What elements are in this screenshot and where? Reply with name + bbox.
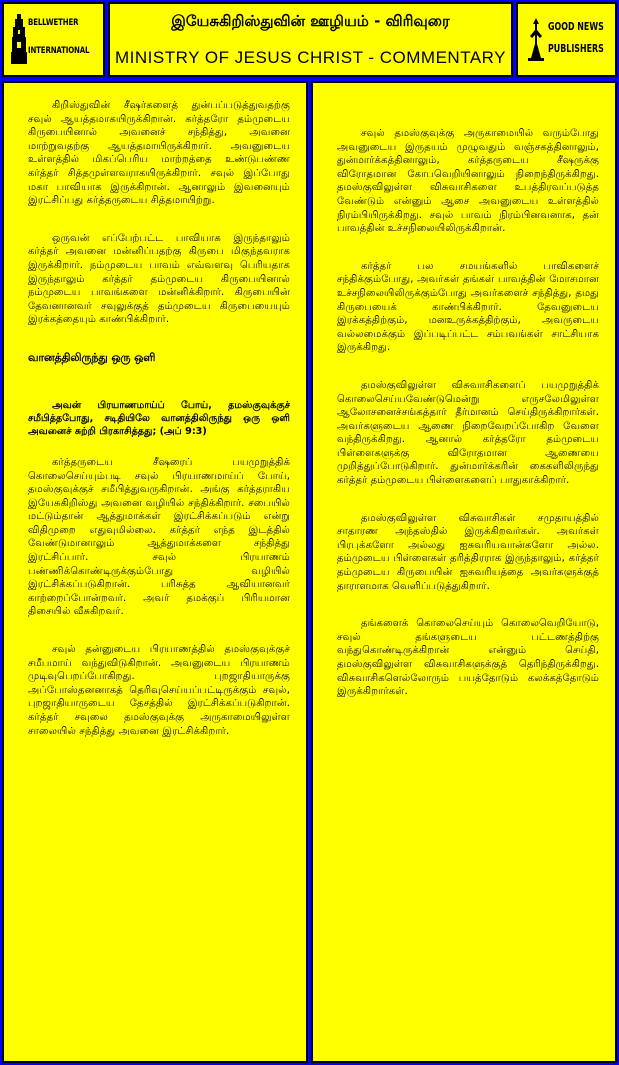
right-paragraph-3: தமஸ்குவிலுள்ள விசுவாசிகளைப் பயமுறுத்திக் கொலைசெய்யவேண்டுமென்று எருசலேமிலுள்ள ஆலோசனைச்சங்கத்தார் தீர்மானம் செய்திருக்கிறார்கள். அவர்களுடைய ஆணை நிறைவேறப்போகிற வேளை வந்திருக்கிறது. ஆனால் கர்த்தரோ தம்முடைய பிள்ளைகளுக்கு விரோதமான ஆணையை முறித்துப்போடுகிறார். துன்மார்க்கரின் கைகளிலிருந்து கர்த்தர் தம்முடைய பிள்ளைகளைப் பாதுகாக்கிறார்.: [337, 379, 599, 487]
left-paragraph-3: கர்த்தருடைய சீஷரைப் பயமுறுத்திக் கொலைசெய்யும்படி சவுல் பிரயாணமாய்ப் போய், தமஸ்குவுக்குச் சமீபித்துவருகிறான். அங்கு கர்த்தராகிய இயேசுகிறிஸ்து அவனை வழியில் சந்திக்கிறார். சபையில் மட்டும்தான் ஆத்துமாக்கள் இரட்சிக்கப்படும் என்று விதிமுறை எதுவுமில்லை. கர்த்தர் எந்த இடத்தில் வேண்டுமானாலும் ஆத்துமாக்களை சந்தித்து இரட்சிப்பார். சவுல் பிரயாணம் பண்ணிக்கொண்டிருக்கும்போது வழியில் இரட்சிக்கப்படுகிறான். பரிசுத்த ஆவியானவர் காற்றைப்போன்றவர். அவர் தமக்குப் பிரியமான திசையில் வீசுகிறவர்.: [28, 456, 290, 618]
left-paragraph-1: கிறிஸ்துவின் சீஷர்களைத் துன்பப்படுத்துவதற்கு சவுல் ஆயத்தமாகயிருக்கிறான். கர்த்தரோ தம்முடைய கிருபையினால் அவனைச் சந்தித்து, அவனை மாற்றுவதற்கு ஆயத்தமாயிருக்கிறார். அவனுடைய உள்ளத்தில் மிகப்பெரிய மாற்றத்தை உண்டுபண்ண கர்த்தர் சித்தமுள்ளவராகயிருக்கிறார். சவுல் இப்போது மகா பாவியாக இருக்கிறான். ஆனாலும் இவனையும் இரட்சிப்பது கர்த்தருடைய சித்தமாயிற்று.: [28, 100, 290, 207]
title-panel: [108, 2, 513, 77]
section-heading: வானத்திலிருந்து ஒரு ஒளி: [28, 350, 156, 364]
right-column: [311, 81, 617, 1063]
title-english: MINISTRY OF JESUS CHRIST - COMMENTARY: [115, 48, 506, 67]
header: [2, 2, 617, 79]
bell-tower-icon: [11, 14, 27, 64]
right-paragraph-4: தமஸ்குவிலுள்ள விசுவாசிகள் சமுதாயத்தில் சாதாரண அந்தஸ்தில் இருக்கிறவர்கள். அவர்கள் பிரபுக்களோ அல்லது ஐசுவரியவான்களோ அல்ல. தம்முடைய பிள்ளைகள் தரித்திரராக இருந்தாலும், கர்த்தர் தம்முடைய கிருபையின் ஐசுவரியத்தை அவர்களுக்குத் தாராளமாக வெளிப்படுத்துகிறார்.: [337, 512, 599, 592]
bellwether-logo-panel: [2, 2, 105, 77]
good-news-logo-line1: GOOD NEWS: [548, 20, 604, 33]
right-paragraph-2: கர்த்தர் பல சமயங்களில் பாவிகளைச் சந்திக்கும்போது, அவர்கள் தங்கள் பாவத்தின் மோசமான உச்சநிலையிலிருக்கும்போது அவர்களைச் சந்தித்து, தமது கிருபையைக் காண்பிக்கிறார். தேவனுடைய இரக்கத்திற்கும், மனஉருக்கத்திற்கும், அவருடைய வல்லமைக்கும் இப்படிப்பட்ட சம்பவங்கள் சாட்சியாக இருக்கிறது.: [337, 260, 599, 354]
bellwether-logo-line2: INTERNATIONAL: [28, 46, 90, 56]
left-column: [2, 81, 308, 1063]
bellwether-logo-line1: BELLWETHER: [28, 18, 79, 28]
body-columns: [2, 81, 617, 1063]
title-tamil: இயேசுகிறிஸ்துவின் ஊழியம் - விரிவுரை: [171, 12, 450, 30]
bible-verse: அவன் பிரயாணமாய்ப் போய், தமஸ்குவுக்குச் சமீபித்தபோது, சடிதியிலே வானத்திலிருந்து ஒரு ஒளி அவனைச் சுற்றி பிரகாசித்தது; (அப் 9:3): [28, 399, 290, 437]
right-paragraph-5: தங்களைக் கொலைசெய்யும் கொலைவெறியோடு, சவுல் தங்களுடைய பட்டணத்திற்கு வந்துகொண்டிருக்கிறான் என்னும் செய்தி, தமஸ்குவிலுள்ள விசுவாசிகளுக்குத் தெரிந்திருக்கிறது. விசுவாசிகளெல்லோரும் பயத்தோடும் கலக்கத்தோடும் இருக்கிறார்கள்.: [337, 618, 599, 698]
left-paragraph-4: சவுல் தன்னுடைய பிரயாணத்தில் தமஸ்குவுக்குச் சமீபமாய் வந்துவிடுகிறான். அவனுடைய பிரயாணம் முடிவுபெறப்போகிறது. புறஜாதியாருக்கு அப்போஸ்தனனாகத் தெரிவுசெய்யப்பட்டிருக்கும் சவுல், புறஜாதியாருடைய தேசத்தில் இரட்சிக்கப்படுகிறான். கர்த்தர் சவுலை தமஸ்குவுக்கு அருகாமையிலுள்ள சாலையில் சந்தித்து அவனை இரட்சிக்கிறார்.: [28, 644, 290, 737]
good-news-logo-line2: PUBLISHERS: [548, 42, 604, 55]
right-paragraph-1: சவுல் தமஸ்குவுக்கு அருகாமையில் வரும்போது அவனுடைய இருதயம் முழுவதும் வஞ்சகத்தினாலும், துன்மார்க்கத்தினாலும், கர்த்தருடைய சீஷருக்கு விரோதமான கோபவெறியினாலும் நிறைந்திருக்கிறது. தமஸ்குவிலுள்ள விசுவாசிகளை உபத்திரவப்படுத்த வேண்டும் என்னும் ஆசை அவனுடைய உள்ளத்தில் நிரம்பியிருக்கிறது. சவுல் பாவம் நிரம்பினவனாக, தன் பாவத்தின் உச்சநிலையிலிருக்கிறான்.: [337, 128, 599, 235]
trumpet-angel-icon: [526, 16, 546, 62]
good-news-logo-panel: [516, 2, 617, 77]
left-paragraph-2: ஒருவன் எப்பேற்பட்ட பாவியாக இருந்தாலும் கர்த்தர் அவனை மன்னிப்பதற்கு கிருபை மிகுந்தவராக இருக்கிறார். நம்முடைய பாவம் எவ்வளவு பெரியதாக இருந்தாலும் கர்த்தர் தம்முடைய கிருபையினால் நம்முடைய பாவங்களை மன்னிக்கிறார். கிருபையின் தேவனானவர் சவுலுக்குத் தம்முடைய கிருபையையும் இரக்கத்தையும் காண்பிக்கிறார்.: [28, 232, 290, 326]
